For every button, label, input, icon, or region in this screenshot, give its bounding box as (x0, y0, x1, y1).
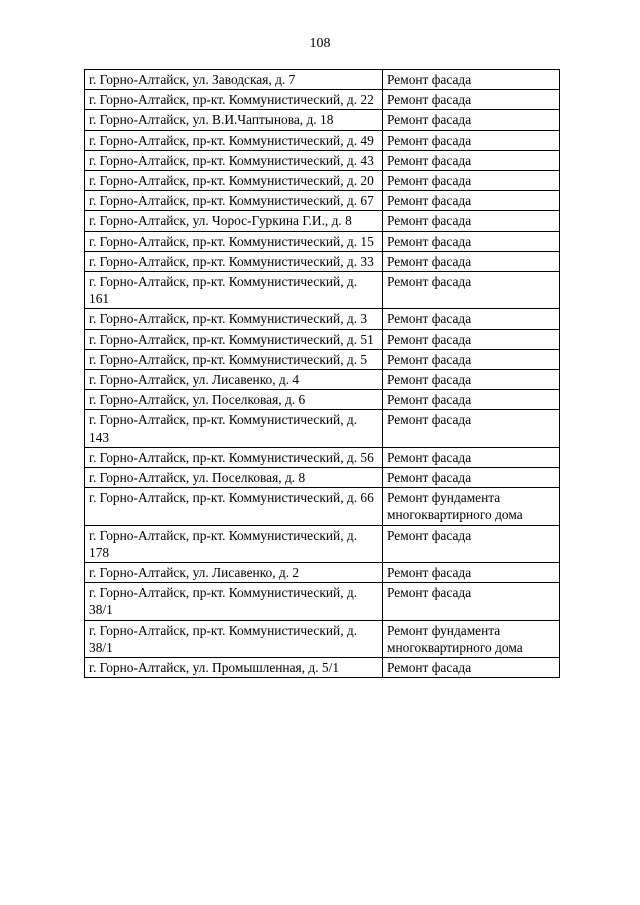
table-row (85, 447, 560, 467)
table-row (85, 150, 560, 170)
table-row (85, 525, 560, 562)
address-cell: г. Горно-Алтайск, пр-кт. Коммунистический, д. 67 (85, 191, 383, 211)
address-cell: г. Горно-Алтайск, пр-кт. Коммунистический, д. 33 (85, 251, 383, 271)
work-type-cell: Ремонт фасада (383, 329, 560, 349)
table-row (85, 251, 560, 271)
table-row (85, 90, 560, 110)
table-row (85, 390, 560, 410)
address-cell: г. Горно-Алтайск, ул. Лисавенко, д. 2 (85, 563, 383, 583)
address-cell: г. Горно-Алтайск, пр-кт. Коммунистический, д. 143 (85, 410, 383, 447)
table-row (85, 410, 560, 447)
work-type-cell: Ремонт фасада (383, 468, 560, 488)
work-type-cell: Ремонт фасада (383, 447, 560, 467)
work-type-cell: Ремонт фасада (383, 251, 560, 271)
table-row (85, 211, 560, 231)
address-cell: г. Горно-Алтайск, ул. Поселковая, д. 8 (85, 468, 383, 488)
address-cell: г. Горно-Алтайск, пр-кт. Коммунистический, д. 20 (85, 171, 383, 191)
work-type-cell: Ремонт фасада (383, 211, 560, 231)
repair-table (84, 69, 560, 678)
work-type-cell: Ремонт фасада (383, 110, 560, 130)
table-row (85, 171, 560, 191)
work-type-cell: Ремонт фасада (383, 563, 560, 583)
table-row (85, 272, 560, 309)
address-cell: г. Горно-Алтайск, ул. Поселковая, д. 6 (85, 390, 383, 410)
table-row (85, 329, 560, 349)
table-row (85, 468, 560, 488)
address-cell: г. Горно-Алтайск, пр-кт. Коммунистический, д. 161 (85, 272, 383, 309)
table-row (85, 658, 560, 678)
address-cell: г. Горно-Алтайск, пр-кт. Коммунистический, д. 5 (85, 349, 383, 369)
work-type-cell: Ремонт фасада (383, 410, 560, 447)
work-type-cell: Ремонт фасада (383, 370, 560, 390)
address-cell: г. Горно-Алтайск, ул. Промышленная, д. 5/1 (85, 658, 383, 678)
work-type-cell: Ремонт фасада (383, 191, 560, 211)
work-type-cell: Ремонт фасада (383, 272, 560, 309)
address-cell: г. Горно-Алтайск, пр-кт. Коммунистический, д. 43 (85, 150, 383, 170)
table-row (85, 370, 560, 390)
address-cell: г. Горно-Алтайск, пр-кт. Коммунистический, д. 178 (85, 525, 383, 562)
table-row (85, 563, 560, 583)
work-type-cell: Ремонт фасада (383, 583, 560, 620)
address-cell: г. Горно-Алтайск, пр-кт. Коммунистический, д. 3 (85, 309, 383, 329)
work-type-cell: Ремонт фасада (383, 658, 560, 678)
work-type-cell: Ремонт фасада (383, 171, 560, 191)
table-row (85, 231, 560, 251)
work-type-cell: Ремонт фасада (383, 90, 560, 110)
work-type-cell: Ремонт фасада (383, 349, 560, 369)
table-row (85, 191, 560, 211)
work-type-cell: Ремонт фасада (383, 150, 560, 170)
work-type-cell: Ремонт фундамента многоквартирного дома (383, 620, 560, 657)
address-cell: г. Горно-Алтайск, ул. Заводская, д. 7 (85, 70, 383, 90)
address-cell: г. Горно-Алтайск, пр-кт. Коммунистический, д. 56 (85, 447, 383, 467)
address-cell: г. Горно-Алтайск, ул. Лисавенко, д. 4 (85, 370, 383, 390)
table-row (85, 110, 560, 130)
table-row (85, 349, 560, 369)
table-row (85, 620, 560, 657)
table-row (85, 70, 560, 90)
work-type-cell: Ремонт фасада (383, 231, 560, 251)
address-cell: г. Горно-Алтайск, пр-кт. Коммунистический, д. 15 (85, 231, 383, 251)
work-type-cell: Ремонт фундамента многоквартирного дома (383, 488, 560, 525)
table-row (85, 488, 560, 525)
work-type-cell: Ремонт фасада (383, 309, 560, 329)
address-cell: г. Горно-Алтайск, ул. В.И.Чаптынова, д. 18 (85, 110, 383, 130)
work-type-cell: Ремонт фасада (383, 130, 560, 150)
address-cell: г. Горно-Алтайск, пр-кт. Коммунистический, д. 49 (85, 130, 383, 150)
work-type-cell: Ремонт фасада (383, 525, 560, 562)
work-type-cell: Ремонт фасада (383, 70, 560, 90)
address-cell: г. Горно-Алтайск, пр-кт. Коммунистический, д. 66 (85, 488, 383, 525)
address-cell: г. Горно-Алтайск, пр-кт. Коммунистический, д. 22 (85, 90, 383, 110)
table-row (85, 309, 560, 329)
address-cell: г. Горно-Алтайск, пр-кт. Коммунистический, д. 38/1 (85, 620, 383, 657)
page-number: 108 (309, 36, 331, 51)
table-row (85, 130, 560, 150)
work-type-cell: Ремонт фасада (383, 390, 560, 410)
repair-table-body (85, 70, 560, 678)
address-cell: г. Горно-Алтайск, пр-кт. Коммунистический, д. 51 (85, 329, 383, 349)
address-cell: г. Горно-Алтайск, ул. Чорос-Гуркина Г.И., д. 8 (85, 211, 383, 231)
table-row (85, 583, 560, 620)
address-cell: г. Горно-Алтайск, пр-кт. Коммунистический, д. 38/1 (85, 583, 383, 620)
